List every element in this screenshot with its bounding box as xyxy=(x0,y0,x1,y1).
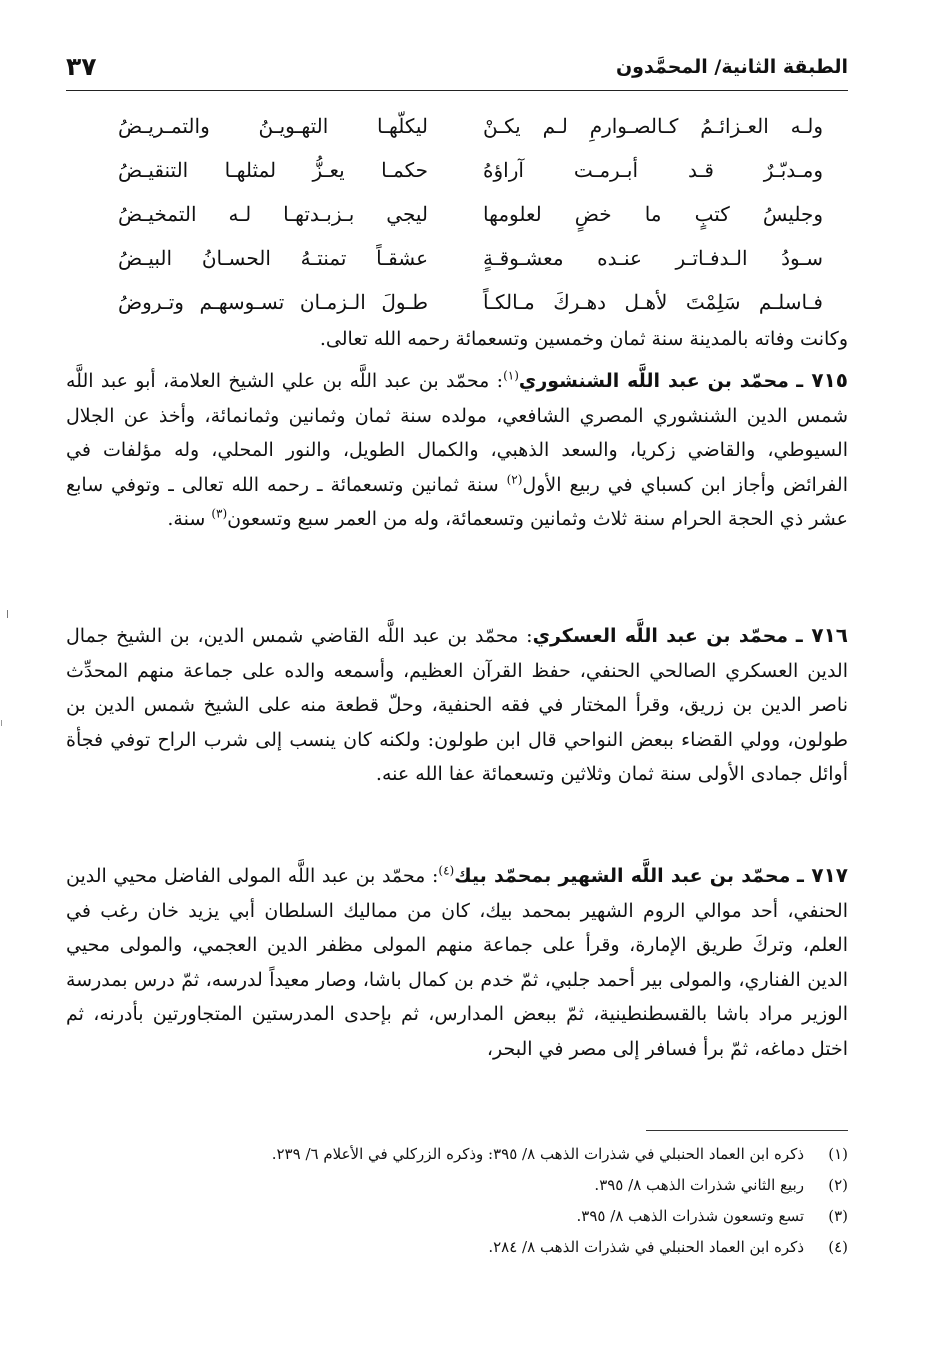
footnote-number: (٤) xyxy=(828,1238,848,1256)
footnote-number: (٣) xyxy=(828,1207,848,1225)
footnote-rule xyxy=(646,1130,848,1131)
running-header xyxy=(66,52,848,88)
footnote xyxy=(160,1139,848,1170)
closing-line xyxy=(66,322,848,357)
closing-line-text: وكانت وفاته بالمدينة سنة ثمان وخمسين وتسعمائة رحمه الله تعالى. xyxy=(319,328,848,350)
footnote-text: ذكره ابن العماد الحنبلي في شذرات الذهب ٨/ ٢٨٤. xyxy=(488,1238,804,1256)
footnote-text: تسع وتسعون شذرات الذهب ٨/ ٣٩٥. xyxy=(576,1207,804,1225)
poem xyxy=(118,104,823,324)
verse-first-hemistich: فـاسلـم سَلِمْتَ لأهـل دهـركَ مـالكـاً xyxy=(483,290,823,314)
verse-first-hemistich: ولـه العـزائـمُ كـالصـوارمِ لـم يكـنْ xyxy=(483,114,823,138)
footnote-ref: (٤) xyxy=(438,863,455,878)
header-rule xyxy=(66,90,848,91)
verse-second-hemistich: ليكلّهـا التهـويـنُ والتمـريـضُ xyxy=(118,114,428,138)
entry-name: محمّد بن عبد اللَّه الشنشوري xyxy=(518,370,789,392)
footnote xyxy=(160,1232,848,1263)
footnote-number: (١) xyxy=(828,1145,848,1163)
verse-second-hemistich: حكمـا يعـزُّ لمثلهـا التنقيـضُ xyxy=(118,158,428,182)
header-title: الطبقة الثانية/ المحمَّدون xyxy=(615,56,848,78)
footnote-ref: (١) xyxy=(503,368,519,383)
verse-second-hemistich: عشقـاً تمنتـهُ الحسـانُ البيـضُ xyxy=(118,246,428,270)
verse xyxy=(118,280,823,324)
entry-number: ٧١٧ ـ xyxy=(796,863,848,887)
verse xyxy=(118,148,823,192)
verse-first-hemistich: سـودُ الـدفـاتـر عنـده معشـوقـةٍ xyxy=(483,246,823,270)
entry-number: ٧١٥ ـ xyxy=(796,368,848,392)
entry-text: : محمّد بن عبد اللَّه القاضي شمس الدين، بن الشيخ جمال الدين العسكري الصالحي الحنفي، حفظ القرآن العظيم، وأسمعه والده على جماعة منهم المحدِّث ناصر الدين بن زريق، وقرأ المختار في فقه الحنفية، وحلّ قطعة منه على الشيخ شمس الدين بن طولون، وولي القضاء ببعض النواحي قال ابن طولون: ولكنه كان ينسب إلى شرب الراح توفي فجأة أوائل جمادى الأولى سنة ثمان وثلاثين وتسعمائة عفا الله عنه. xyxy=(66,625,848,785)
entry-715 xyxy=(66,363,848,537)
entry-name: محمّد بن عبد اللَّه العسكري xyxy=(532,625,789,647)
scan-speck xyxy=(1,720,2,726)
verse-first-hemistich: ومـدبّـرٌ قـد أبـرمـت آراؤهُ xyxy=(483,158,823,182)
entry-number: ٧١٦ ـ xyxy=(795,623,848,647)
entry-text: : محمّد بن عبد اللَّه بن علي الشيخ العلامة، أبو عبد اللَّه شمس الدين الشنشوري المصري الشافعي، مولده سنة ثمان وثمانين وثمانمائة، وأخذ عن الجلال السيوطي، والقاضي زكريا، والسعد الذهبي، والكمال الطويل، والنور المحلي، وله مؤلفات في الفرائض وأجاز ابن كسباي في ربيع الأول xyxy=(66,370,848,496)
entry-name: محمّد بن عبد اللَّه الشهير بمحمّد بيك xyxy=(454,865,791,887)
verse xyxy=(118,192,823,236)
footnote-ref: (٣) xyxy=(211,506,228,521)
footnote-number: (٢) xyxy=(828,1176,848,1194)
verse xyxy=(118,236,823,280)
entry-716 xyxy=(66,618,848,792)
scan-speck xyxy=(7,610,8,618)
footnotes xyxy=(160,1139,848,1263)
verse-first-hemistich: وجليسُ كتبٍ ما خضٍ لعلومها xyxy=(483,202,823,226)
entry-text: سنة. xyxy=(167,508,212,530)
footnote-text: ربيع الثاني شذرات الذهب ٨/ ٣٩٥. xyxy=(594,1176,804,1194)
verse-second-hemistich: ليجي بـزبـدتهـا لـه التمخيـضُ xyxy=(118,202,428,226)
footnote xyxy=(160,1201,848,1232)
entry-717 xyxy=(66,858,848,1066)
verse-second-hemistich: طـولَ الـزمـان تسـوسهـم وتـروضُ xyxy=(118,290,428,314)
page-number: ٣٧ xyxy=(66,52,97,81)
verse xyxy=(118,104,823,148)
footnote-ref: (٢) xyxy=(506,472,523,487)
footnote-text: ذكره ابن العماد الحنبلي في شذرات الذهب ٨/ ٣٩٥: وذكره الزركلي في الأعلام ٦/ ٢٣٩. xyxy=(271,1145,804,1163)
entry-text: : محمّد بن عبد اللَّه المولى الفاضل محيي الدين الحنفي، أحد موالي الروم الشهير بمحمد بيك، كان من مماليك السلطان أبي يزيد خان رغب في العلم، وتركَ طريق الإمارة، وقرأ على جماعة منهم المولى مظفر الدين العجمي، والمولى محيي الدين الفناري، والمولى بير أحمد جلبي، ثمّ خدم بن كمال باشا، وصار معيداً لدرسه، ثمّ درس بمدرسة الوزير مراد باشا بالقسطنطينية، ثمّ ببعض المدارس، ثم بإحدى المدرستين المتجاورتين بأدرنه، ثم اختل دماغه، ثمّ برأ فسافر إلى مصر في البحر، xyxy=(66,865,848,1060)
footnote xyxy=(160,1170,848,1201)
entry-text: سنة ثمانين وتسعمائة ـ رحمه الله تعالى ـ وتوفي سابع عشر ذي الحجة الحرام سنة ثلاث وثمانين وتسعمائة، وله من العمر سبع وتسعون xyxy=(66,473,848,530)
